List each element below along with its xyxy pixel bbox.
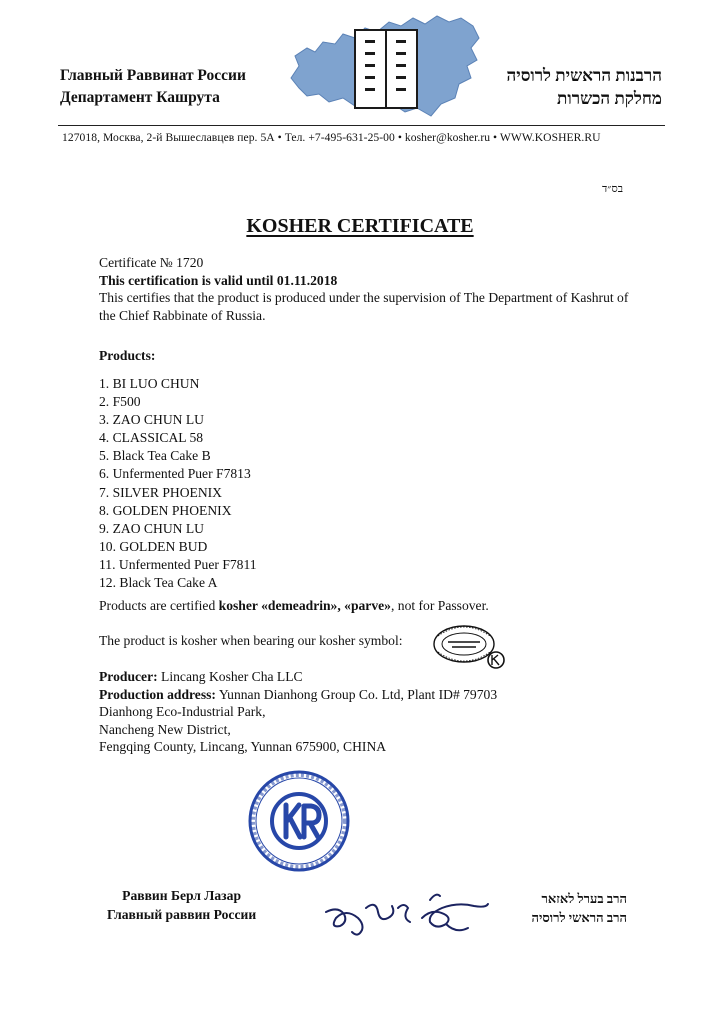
certified-prefix: Products are certified: [99, 598, 219, 613]
header-russian-line2: Департамент Кашрута: [60, 89, 220, 106]
header-divider: [58, 125, 665, 126]
handwritten-signature-icon: [318, 878, 498, 948]
signature-russian: [107, 886, 256, 924]
product-item: 3. ZAO CHUN LU: [99, 412, 204, 428]
address-line2: Dianhong Eco-Industrial Park,: [99, 704, 266, 719]
product-item: 5. Black Tea Cake B: [99, 448, 211, 464]
producer-line: [99, 668, 497, 686]
product-item: 11. Unfermented Puer F7811: [99, 556, 257, 572]
certificate-number: Certificate № 1720: [99, 255, 204, 270]
address-line4: Fengqing County, Lincang, Yunnan 675900, CHINA: [99, 739, 387, 754]
producer-label: Producer:: [99, 669, 158, 684]
russia-map-logo-icon: [285, 8, 485, 123]
address-line3: Nancheng New District,: [99, 721, 231, 737]
kosher-symbol-text: The product is kosher when bearing our kosher symbol:: [99, 633, 403, 648]
producer-value: Lincang Kosher Cha LLC: [157, 669, 303, 684]
document-title-text: KOSHER CERTIFICATE: [246, 215, 474, 237]
header-hebrew-line2: מחלקת הכשרות: [557, 89, 662, 108]
certificate-validity: This certification is valid until 01.11.2018: [99, 272, 338, 288]
product-item: 7. SILVER PHOENIX: [99, 484, 222, 500]
certificate-intro: [99, 254, 639, 324]
product-item: 6. Unfermented Puer F7813: [99, 466, 251, 482]
product-item: 9. ZAO CHUN LU: [99, 520, 204, 536]
signature-hebrew-name: הרב בערל לאזאר: [541, 891, 627, 906]
certified-suffix: , not for Passover.: [390, 598, 489, 613]
certification-type: [99, 597, 489, 615]
certificate-statement: This certifies that the product is produced under the supervision of The Department of Kashrut of the Chief Rabbinate of Russia.: [99, 290, 629, 323]
product-item: 2. F500: [99, 394, 141, 410]
product-item: 12. Black Tea Cake A: [99, 575, 218, 591]
product-item: 4. CLASSICAL 58: [99, 430, 204, 446]
header-hebrew: [506, 64, 662, 110]
header-russian-line1: Главный Раввинат России: [60, 67, 246, 84]
product-item: 1. BI LUO CHUN: [99, 376, 200, 391]
address-line: [99, 686, 497, 704]
certified-kosher: kosher «demeadrin», «parve»: [218, 598, 391, 613]
bsd-mark: בס״ד: [602, 183, 624, 195]
address-label: Production address:: [99, 686, 216, 702]
products-heading: Products:: [99, 348, 156, 363]
signature-hebrew-title: הרב הראשי לרוסיה: [531, 910, 627, 925]
producer-block: [99, 668, 497, 756]
product-item: 10. GOLDEN BUD: [99, 538, 208, 554]
header-hebrew-line1: הרבנות הראשית לרוסיה: [506, 66, 662, 85]
rabbinate-seal-icon: [247, 769, 351, 873]
product-item: 8. GOLDEN PHOENIX: [99, 502, 232, 518]
signature-russian-title: Главный раввин России: [107, 907, 257, 922]
product-list: [99, 375, 257, 592]
header-russian: [60, 65, 246, 109]
kosher-symbol-icon: [428, 620, 510, 672]
contact-line: 127018, Москва, 2-й Вышеславцев пер. 5А • Тел. +7-495-631-25-00 • kosher@kosher.ru • WWW.KOSHER.RU: [62, 131, 601, 144]
document-title: [0, 215, 720, 238]
signature-russian-name: Раввин Берл Лазар: [122, 888, 241, 903]
address-line1: Yunnan Dianhong Group Co. Ltd, Plant ID# 79703: [215, 686, 498, 702]
signature-hebrew: [531, 889, 627, 927]
